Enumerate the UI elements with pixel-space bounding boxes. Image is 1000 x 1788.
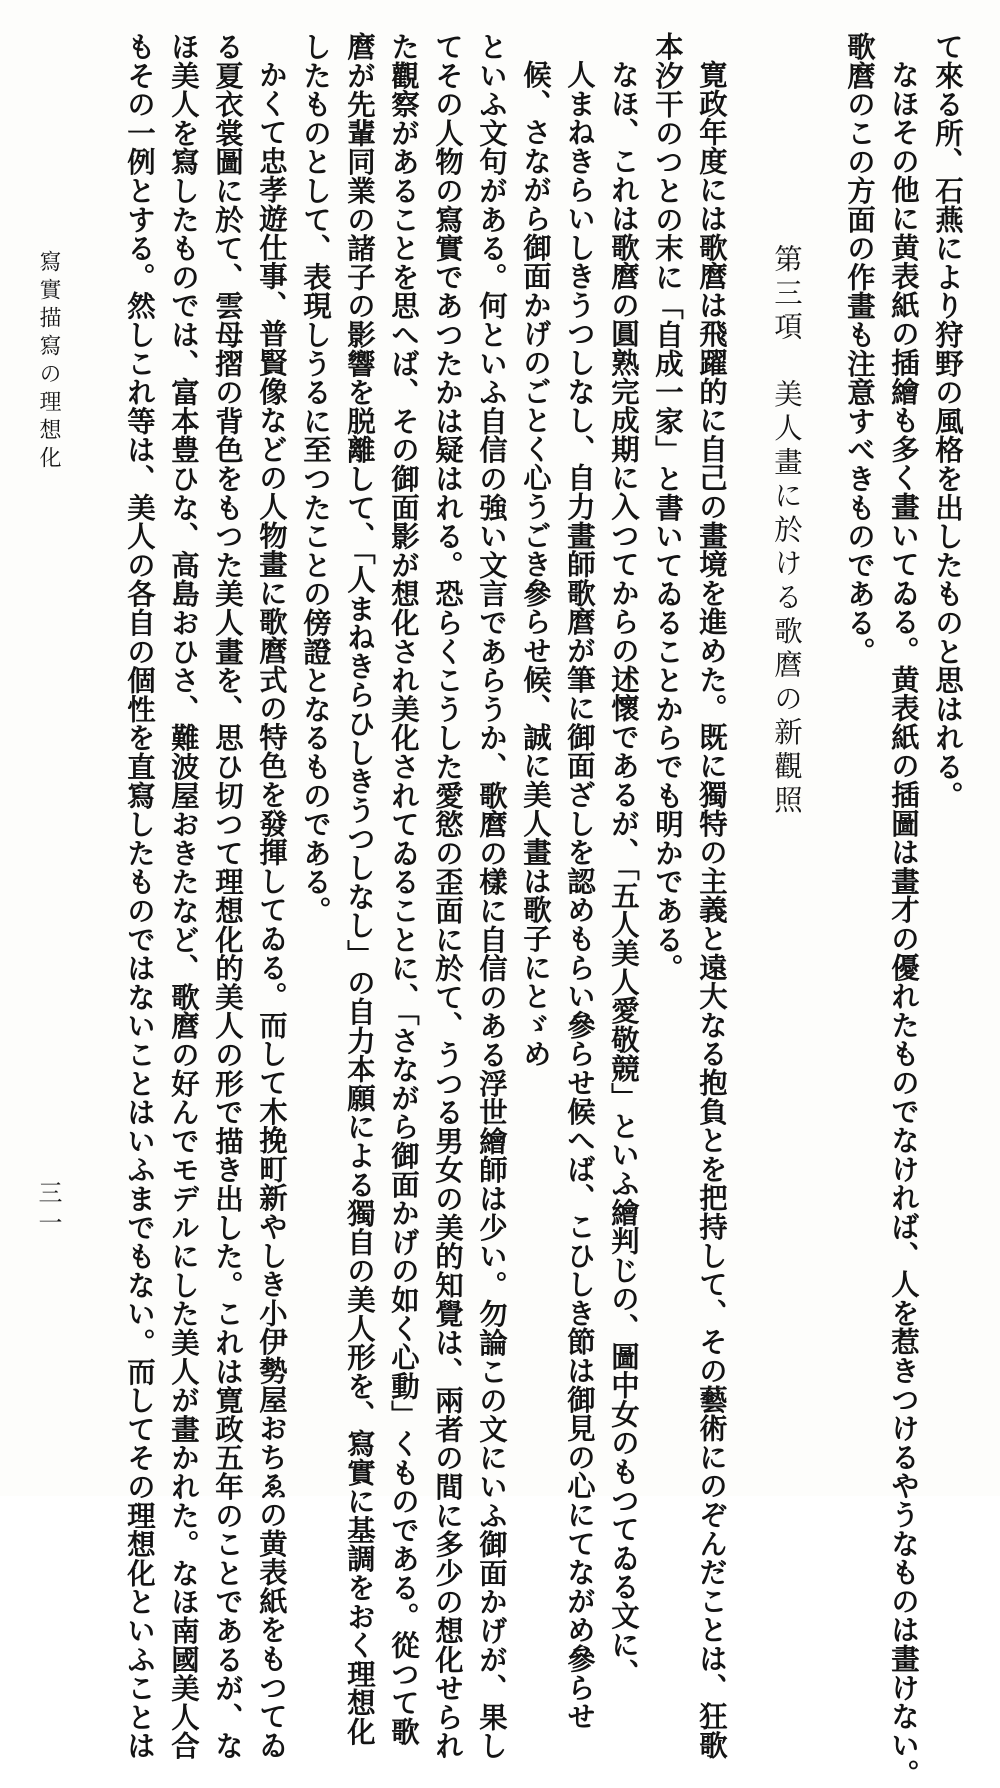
section-heading: 第三項 美人畫に於ける歌麿の新觀照 — [770, 244, 803, 819]
text-column-17: もその一例とする。然しこれ等は、美人の各自の個性を直寫したものではないことはいふまでもない。而してその理想化といふことは — [123, 32, 157, 1760]
text-column-1: て來る所、石燕により狩野の風格を出したものと思はれる。 — [931, 32, 965, 810]
text-column-4: 寛政年度には歌麿は飛躍的に自己の畫境を進めた。既に獨特の主義と遠大なる抱負とを把持して、その藝術にのぞんだことは、狂歌 — [695, 60, 729, 1760]
text-column-9: といふ文句がある。何といふ自信の強い文言であらうか、歌麿の樣に自信のある浮世繪師は少い。勿論この文にいふ御面かげが、果し — [475, 32, 509, 1760]
text-column-16: ほ美人を寫したものでは、富本豊ひな、高島おひさ、難波屋おきたなど、歌麿の好んでモデルにした美人が畫かれた。なほ南國美人合 — [167, 32, 201, 1760]
text-column-7: 人まねきらいしきうつしなし、自力畫師歌麿が筆に御面ざしを認めもらい參らせ候へば、こひしき節は御見の心にてながめ參らせ — [563, 60, 597, 1731]
text-column-13: したものとして、表現しうるに至つたことの傍證となるものである。 — [299, 32, 333, 925]
text-column-12: 麿が先輩同業の諸子の影響を脱離して、「人まねきらひしきうつしなし」の自力本願による獨自の美人形を、寫實に基調をおく理想化 — [343, 32, 377, 1746]
text-column-11: た觀察があることを思へば、その御面影が想化され美化されてゐることに、「さながら御面かげの如く心動」くものである。從つて歌 — [387, 32, 421, 1746]
text-column-3: 歌麿のこの方面の作畫も注意すべきものである。 — [843, 32, 877, 666]
text-column-5: 本汐干のつとの末に「自成一家」と書いてゐることからでも明かである。 — [651, 32, 685, 983]
text-column-14: かくて忠孝遊仕事、普賢像などの人物畫に歌麿式の特色を發揮してゐる。而して木挽町新やしき小伊勢屋おちゑの黄表紙をもつてゐ — [255, 60, 289, 1760]
text-column-15: る夏衣裳圖に於て、雲母摺の背色をもつた美人畫を、思ひ切つて理想化的美人の形で描き出した。これは寛政五年のことであるが、な — [211, 32, 245, 1760]
text-column-8: 候、さながら御面かげのごとく心うごき參らせ候、誠に美人畫は歌子にとゞめ — [519, 60, 553, 1068]
running-head: 寫實描寫の理想化 — [36, 250, 61, 474]
text-column-10: てその人物の寫實であつたかは疑はれる。恐らくこうした愛慾の歪面に於て、うつる男女の美的知覺は、兩者の間に多少の想化せられ — [431, 32, 465, 1760]
text-column-6: なほ、これは歌麿の圓熟完成期に入つてからの述懷であるが、「五人美人愛敬競」といふ繪判じの、圖中女のもつてゐる文に、 — [607, 60, 641, 1688]
page-number: 三一 — [34, 1180, 62, 1240]
text-column-2: なほその他に黄表紙の插繪も多く畫いてゐる。黄表紙の插圖は畫才の優れたものでなければ、人を惹きつけるやうなものは畫けない。 — [887, 60, 921, 1788]
